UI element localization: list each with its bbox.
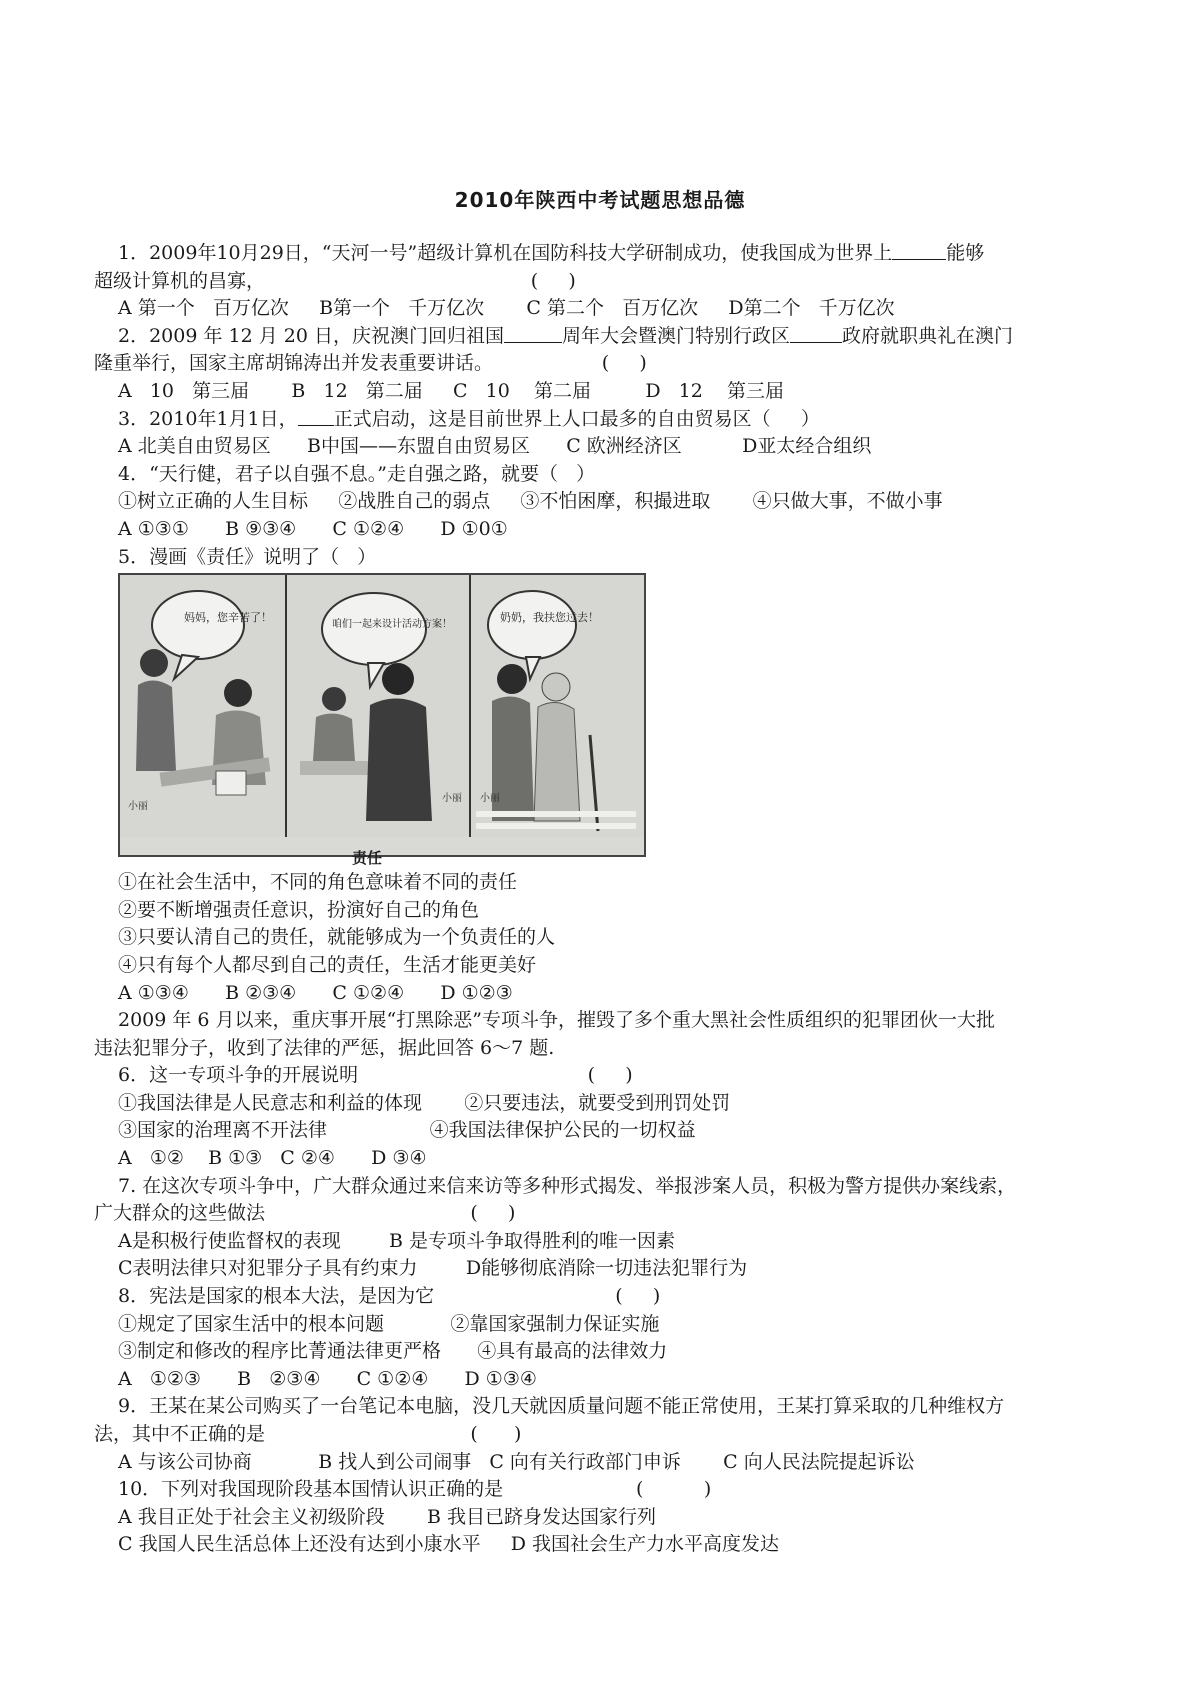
q4-line-1: 4．“天行健，君子以自强不息。”走自强之路，就要（ ）: [118, 462, 596, 485]
bubble-3-text: 奶奶，我扶您过去！: [500, 611, 599, 625]
q9-options: A 与该公司协商 B 找人到公司闹事 C 向有关行政部门申诉 C 向人民法院提起诉讼: [118, 1450, 915, 1473]
q2-line-2: 隆重举行，国家主席胡锦涛出并发表重要讲话。 ( ): [94, 352, 647, 375]
answer-blank: [892, 241, 946, 260]
q2-options: A 10 第三届 B 12 第二届 C 10 第二届 D 12 第三届: [118, 379, 785, 402]
q10-options-1: A 我目正处于社会主义初级阶段 B 我目已跻身发达国家行列: [118, 1505, 657, 1528]
q7-line-1: 7. 在这次专项斗争中，广大群众通过来信来访等多种形式揭发、举报涉案人员，积极为警方提供办案线索，: [118, 1174, 1017, 1197]
q3-text-2: 正式启动，这是目前世界上人口最多的自由贸易区（ ）: [333, 407, 820, 430]
q6-statements-2: ③国家的治理离不开法律 ④我国法律保护公民的一切权益: [118, 1119, 696, 1142]
q5-statement-3: ③只要认清自己的贵任，就能够成为一个负责任的人: [118, 926, 556, 949]
q5-options: A ①③④ B ②③④ C ①②④ D ①②③: [118, 981, 513, 1004]
q9-line-1: 9．王某在某公司购买了一台笔记本电脑，没几天就因质量问题不能正常使用，王某打算采取的几种维权方: [118, 1395, 1005, 1418]
question-list: [94, 240, 1108, 1559]
q6-options: A ①② B ①③ C ②④ D ③④: [118, 1147, 427, 1170]
comic-responsibility: [118, 573, 646, 868]
q8-line-1: 8．宪法是国家的根本大法，是因为它 ( ): [118, 1285, 661, 1308]
answer-blank: [504, 324, 562, 343]
q9-line-2: 法，其中不正确的是 ( ): [94, 1423, 522, 1445]
q6-7-intro-2: 违法犯罪分子，收到了法律的严惩，据此回答 6～7 题.: [94, 1036, 555, 1059]
q7-line-2: 广大群众的这些做法 ( ): [94, 1202, 516, 1225]
q6-line-1: 6．这一专项斗争的开展说明 ( ): [118, 1064, 633, 1087]
q7-options-1: A是积极行使监督权的表现 B 是专项斗争取得胜利的唯一因素: [118, 1229, 676, 1252]
q10-options-2: C 我国人民生活总体上还没有达到小康水平 D 我国社会生产力水平高度发达: [118, 1533, 780, 1556]
q7-options-2: C表明法律只对犯罪分子具有约束力 D能够彻底消除一切违法犯罪行为: [118, 1257, 748, 1280]
q2-text-3: 政府就职典礼在澳门: [842, 324, 1014, 347]
q6-7-intro-1: 2009 年 6 月以来，重庆事开展“打黑除恶”专项斗争，摧毁了多个重大黑社会性质组织的犯罪团伙一大批: [118, 1009, 995, 1032]
q8-options: A ①②③ B ②③④ C ①②④ D ①③④: [118, 1367, 537, 1390]
q3-line-1: [118, 406, 1108, 434]
q1-text-end: 能够: [946, 242, 985, 264]
q5-statement-2: ②要不断增强责任意识，扮演好自己的角色: [118, 898, 480, 921]
q1-options: A 第一个 百万亿次 B第一个 千万亿次 C 第二个 百万亿次 D第二个 千万亿次: [118, 297, 895, 320]
answer-blank: [298, 407, 334, 426]
q8-statements-1: ①规定了国家生活中的根本问题 ②靠国家强制力保证实施: [118, 1312, 660, 1335]
q3-options: A 北美自由贸易区 B中国——东盟自由贸易区 C 欧洲经济区 D亚太经合组织: [118, 435, 872, 458]
answer-blank: [790, 324, 842, 343]
comic-illustration: [120, 575, 644, 837]
q6-statements-1: ①我国法律是人民意志和利益的体现 ②只要违法，就要受到刑罚处罚: [118, 1091, 731, 1114]
name-label-2: 小丽: [442, 793, 462, 805]
q1-text: 1．2009年10月29日，“天河一号”超级计算机在国防科技大学研制成功，使我国成为世界上: [118, 242, 893, 264]
page-title: 2010年陕西中考试题思想品德: [454, 188, 746, 212]
q2-line-1: [118, 323, 1108, 351]
q2-text-1: 2．2009 年 12 月 20 日，庆祝澳门回归祖国: [118, 324, 504, 347]
q2-text-2: 周年大会暨澳门特别行政区: [562, 324, 791, 347]
q5-statement-4: ④只有每个人都尽到自己的责任，生活才能更美好: [118, 953, 537, 976]
q8-statements-2: ③制定和修改的程序比菁通法律更严格 ④具有最高的法律效力: [118, 1340, 668, 1363]
q3-text-1: 3．2010年1月1日，: [118, 407, 298, 430]
comic-caption: 责任: [352, 849, 383, 868]
q5-statement-1: ①在社会生活中，不同的角色意味着不同的责任: [118, 871, 518, 894]
q4-options: A ①③① B ⑨③④ C ①②④ D ①0①: [118, 517, 508, 540]
q1-line-1: [118, 240, 1108, 268]
q10-line-1: 10．下列对我国现阶段基本国情认识正确的是 ( ): [118, 1478, 712, 1501]
name-label-3: 小丽: [480, 793, 500, 805]
bubble-2-text: 咱们一起来设计活动方案！: [332, 619, 452, 631]
name-label-1: 小丽: [128, 801, 148, 813]
q1-line-2: 超级计算机的昌寡， ( ): [94, 269, 576, 292]
q5-line-1: 5．漫画《责任》说明了（ ）: [118, 545, 377, 568]
bubble-1-text: 妈妈，您辛苦了！: [184, 611, 272, 625]
q4-statements: ①树立正确的人生目标 ②战胜自己的弱点 ③不怕困摩，积撮进取 ④只做大事，不做小事: [118, 490, 943, 513]
